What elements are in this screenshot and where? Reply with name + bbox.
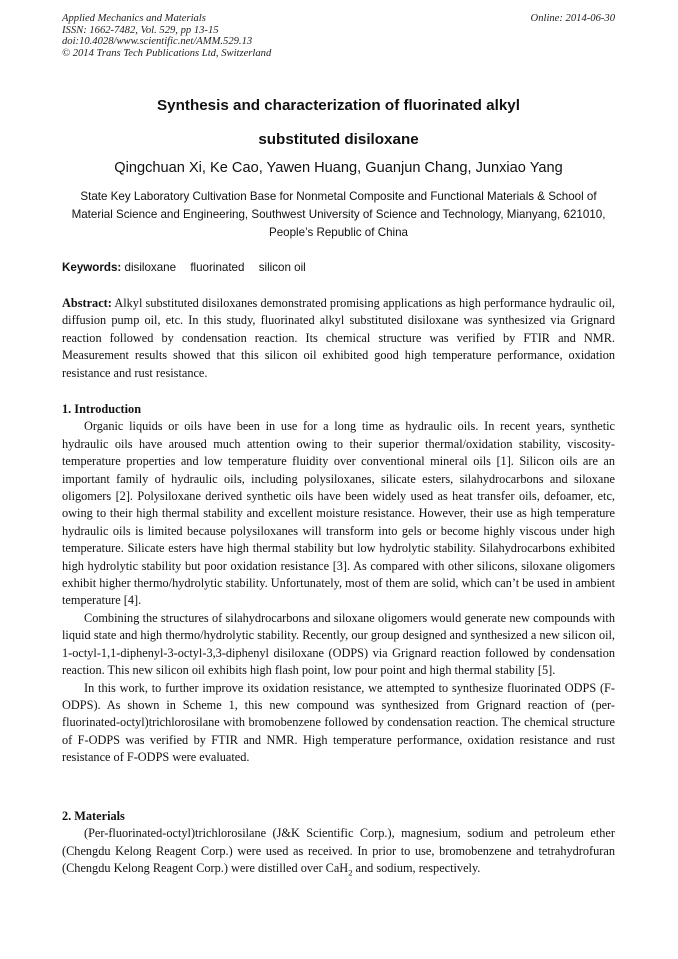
keyword-item: fluorinated	[190, 261, 245, 274]
materials-section	[62, 808, 615, 878]
title-line-1: Synthesis and characterization of fluorinated alkyl	[157, 97, 520, 114]
abstract-text: Alkyl substituted disiloxanes demonstrated promising applications as high performance hydraulic oil, diffusion pump oil, etc. In this study, fluorinated alkyl substituted disiloxane was synthesized via Grignard reaction followed by condensation reaction. Its chemical structure was verified by FTIR and NMR. Measurement results showed that this silicon oil exhibited good high temperature performance, oxidation resistance and rust resistance.	[62, 296, 615, 380]
journal-header	[62, 13, 615, 59]
issn-line: ISSN: 1662-7482, Vol. 529, pp 13-15	[62, 24, 219, 36]
section-heading: 2. Materials	[62, 809, 125, 823]
materials-text-end: and sodium, respectively.	[352, 861, 481, 876]
keyword-item: silicon oil	[258, 261, 306, 274]
paper-title	[62, 89, 615, 157]
paragraph: Combining the structures of silahydrocarbons and siloxane oligomers would generate new compounds with liquid state and high thermo/hydrolytic stability. Recently, our group designed and synthesized a new silicon oil, 1-octyl-1,1-diphenyl-3-octyl-3,3-diphenyl disiloxane (ODPS) via Grignard reaction followed by condensation reaction. This new silicon oil exhibits high flash point, low pour point and high thermal stability [5].	[62, 610, 615, 678]
abstract	[62, 295, 615, 382]
paragraph: Organic liquids or oils have been in use for a long time as hydraulic oils. In recent years, synthetic hydraulic oils have aroused much attention owing to their superior thermal/oxidation stability, viscosity-temperature properties and low temperature fluidity over conventional mineral oils [1]. Silicon oils are an important family of hydraulic oils, including polysiloxanes, silicate esters, silahydrocarbons and siloxane oligomers [2]. Polysiloxane derived synthetic oils have been widely used as heat transfer oils, defoamer, etc, owing to their high thermal stability and excellent moisture resistance. However, their use as high temperature hydraulic oils is limited because polysiloxanes will transform into gels or become highly viscous under high temperature. Silicate esters have high thermal stability but low hydrolytic stability. Silahydrocarbons exhibited high hydrolytic stability but poor oxidation resistance [3]. As compared with other silicons, siloxane oligomers exhibit higher thermo/hydrolytic stability. Unfortunately, most of them are solid, which can’t be used in ambient temperature [4].	[62, 419, 615, 608]
keyword-item: disiloxane	[124, 261, 177, 274]
paragraph: In this work, to further improve its oxidation resistance, we attempted to synthesize fluorinated ODPS (F-ODPS). As shown in Scheme 1, this new compound was synthesized from Grignard reaction of (per-fluorinated-octyl)trichlorosilane with bromobenzene followed by condensation reaction. The chemical structure of F-ODPS was verified by FTIR and NMR. High temperature performance, oxidation resistance and rust resistance of F-ODPS were evaluated.	[62, 680, 615, 765]
paragraph	[62, 825, 615, 877]
keywords	[62, 260, 615, 276]
journal-name: Applied Mechanics and Materials	[62, 13, 206, 24]
introduction-section	[62, 401, 615, 767]
abstract-label: Abstract:	[62, 296, 112, 310]
section-heading: 1. Introduction	[62, 402, 142, 416]
materials-text: (Per-fluorinated-octyl)trichlorosilane (J&K Scientific Corp.), magnesium, sodium and petroleum ether (Chengdu Kelong Reagent Corp.) were used as received. In prior to use, bromobenzene and tetrahydrofuran (Chengdu Kelong Reagent Corp.) were distilled over CaH	[62, 826, 615, 876]
affiliation: State Key Laboratory Cultivation Base for Nonmetal Composite and Functional Materials & School of Material Science and Engineering, Southwest University of Science and Technology, Mianyang, 621010, People’s Republic of China	[71, 190, 606, 239]
online-date: Online: 2014-06-30	[530, 13, 615, 24]
keywords-label: Keywords:	[62, 261, 122, 274]
subscript: 2	[348, 867, 353, 878]
copyright-line: © 2014 Trans Tech Publications Ltd, Switzerland	[62, 47, 272, 59]
author-list: Qingchuan Xi, Ke Cao, Yawen Huang, Guanjun Chang, Junxiao Yang	[114, 160, 563, 176]
title-line-2: substituted disiloxane	[258, 131, 419, 148]
doi-line: doi:10.4028/www.scientific.net/AMM.529.13	[62, 36, 253, 48]
